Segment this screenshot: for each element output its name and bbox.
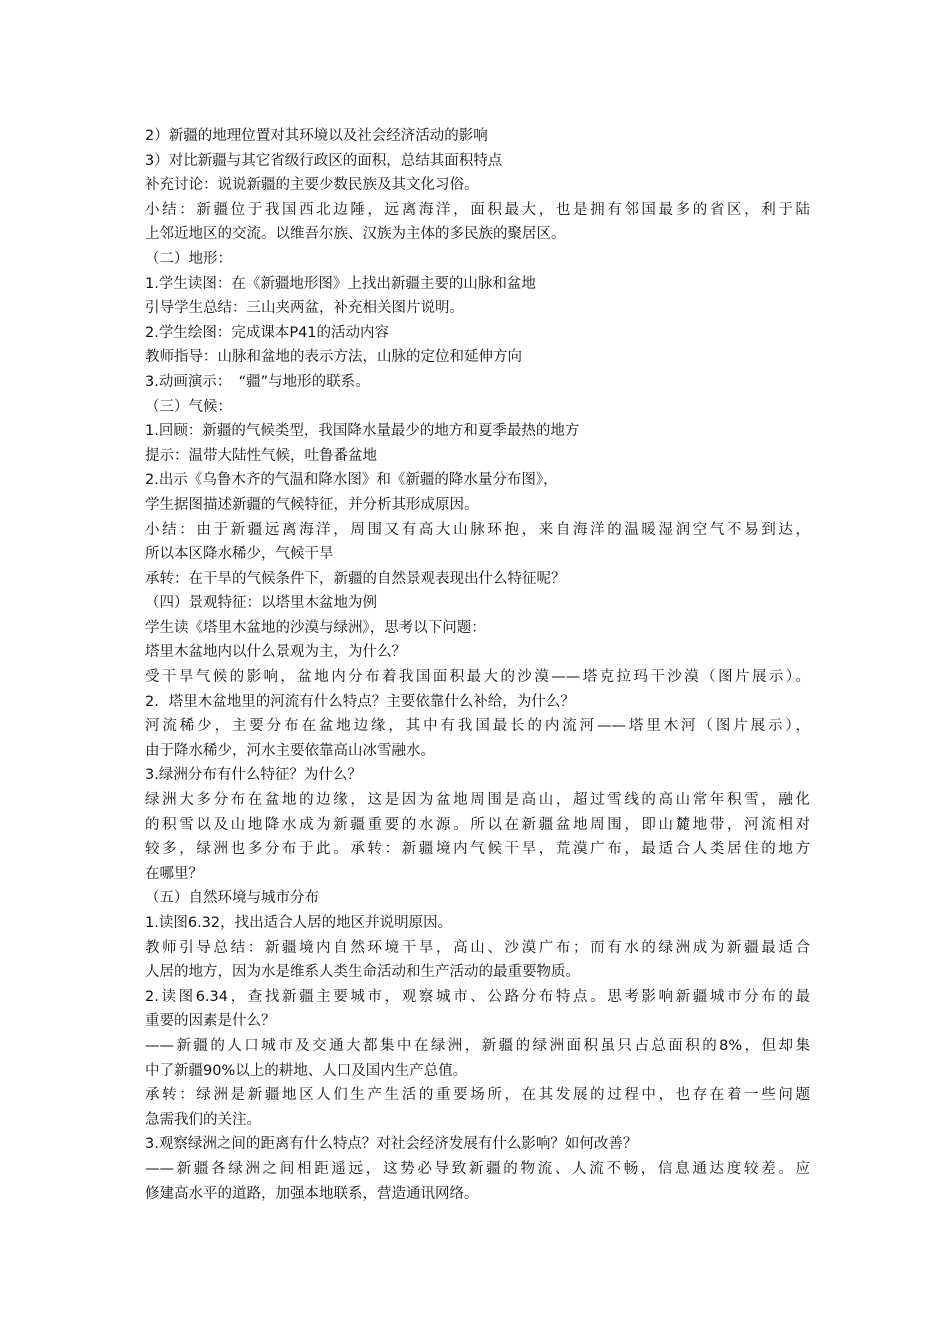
text-line: 补充讨论：说说新疆的主要少数民族及其文化习俗。 — [145, 177, 479, 194]
text-line: 小结：新疆位于我国西北边陲，远离海洋，面积最大，也是拥有邻国最多的省区，利于陆 — [145, 201, 810, 218]
text-line: 的积雪以及山地降水成为新疆重要的水源。所以在新疆盆地周围，即山麓地带，河流相对 — [145, 816, 810, 833]
text-line: （四）景观特征：以塔里木盆地为例 — [145, 595, 377, 612]
text-line: 绿洲大多分布在盆地的边缘，这是因为盆地周围是高山，超过雪线的高山常年积雪，融化 — [145, 792, 810, 809]
text-line: 3.观察绿洲之间的距离有什么特点？对社会经济发展有什么影响？如何改善？ — [145, 1136, 638, 1153]
document-body — [145, 124, 810, 1206]
text-line: 2．塔里木盆地里的河流有什么特点？主要依靠什么补给，为什么？ — [145, 693, 575, 710]
text-line: 河流稀少，主要分布在盆地边缘，其中有我国最长的内流河——塔里木河（图片展示）， — [145, 718, 810, 735]
text-line: 承转：在干旱的气候条件下，新疆的自然景观表现出什么特征呢？ — [145, 570, 566, 587]
text-line: 小结：由于新疆远离海洋，周围又有高大山脉环抱，来自海洋的温暖湿润空气不易到达， — [145, 521, 810, 538]
text-line: （三）气候： — [145, 398, 232, 415]
text-line: 2.出示《乌鲁木齐的气温和降水图》和《新疆的降水量分布图》， — [145, 472, 558, 489]
text-line: 上邻近地区的交流。以维吾尔族、汉族为主体的多民族的聚居区。 — [145, 226, 566, 243]
text-line: 人居的地方，因为水是维系人类生命活动和生产活动的最重要物质。 — [145, 964, 580, 981]
text-line: 较多，绿洲也多分布于此。承转：新疆境内气候干旱，荒漠广布，最适合人类居住的地方 — [145, 841, 810, 858]
text-line: 所以本区降水稀少，气候干旱 — [145, 546, 334, 563]
text-line: 在哪里？ — [145, 865, 203, 882]
text-line: 教师引导总结：新疆境内自然环境干旱，高山、沙漠广布；而有水的绿洲成为新疆最适合 — [145, 939, 810, 956]
text-line: 3.动画演示： “疆”与地形的联系。 — [145, 373, 370, 390]
text-line: 学生据图描述新疆的气候特征，并分析其形成原因。 — [145, 496, 479, 513]
text-line: 学生读《塔里木盆地的沙漠与绿洲》，思考以下问题： — [145, 619, 486, 636]
text-line: （五）自然环境与城市分布 — [145, 890, 319, 907]
text-line: 受干旱气候的影响，盆地内分布着我国面积最大的沙漠——塔克拉玛干沙漠（图片展示）。 — [145, 669, 810, 686]
text-line: 引导学生总结：三山夹两盆，补充相关图片说明。 — [145, 300, 464, 317]
text-line: 2.学生绘图：完成课本P41的活动内容 — [145, 324, 390, 341]
text-line: 3.绿洲分布有什么特征？为什么？ — [145, 767, 362, 784]
text-line: 1.回顾：新疆的气候类型，我国降水量最少的地方和夏季最热的地方 — [145, 423, 580, 440]
text-line: 教师指导：山脉和盆地的表示方法，山脉的定位和延伸方向 — [145, 349, 522, 366]
text-line: 急需我们的关注。 — [145, 1111, 261, 1128]
text-line: ——新疆各绿洲之间相距遥远，这势必导致新疆的物流、人流不畅，信息通达度较差。应 — [145, 1160, 810, 1177]
text-line: 1.学生读图：在《新疆地形图》上找出新疆主要的山脉和盆地 — [145, 275, 536, 292]
text-line: 由于降水稀少，河水主要依靠高山冰雪融水。 — [145, 742, 435, 759]
text-line: 提示：温带大陆性气候，吐鲁番盆地 — [145, 447, 377, 464]
text-line: ——新疆的人口城市及交通大都集中在绿洲，新疆的绿洲面积虽只占总面积的8%，但却集 — [145, 1037, 810, 1054]
text-line: 塔里木盆地内以什么景观为主，为什么？ — [145, 644, 406, 661]
text-line: 2.读图6.34，查找新疆主要城市，观察城市、公路分布特点。思考影响新疆城市分布的最 — [145, 988, 810, 1005]
text-line: 1.读图6.32，找出适合人居的地区并说明原因。 — [145, 915, 453, 931]
text-line: 3）对比新疆与其它省级行政区的面积，总结其面积特点 — [145, 152, 503, 169]
text-line: 承转：绿洲是新疆地区人们生产生活的重要场所，在其发展的过程中，也存在着一些问题 — [145, 1087, 810, 1104]
text-line: 中了新疆90%以上的耕地、人口及国内生产总值。 — [145, 1062, 468, 1079]
text-line: 修建高水平的道路，加强本地联系，营造通讯网络。 — [145, 1185, 479, 1202]
text-line: 重要的因素是什么？ — [145, 1013, 276, 1030]
text-line: （二）地形： — [145, 250, 232, 267]
text-line: 2）新疆的地理位置对其环境以及社会经济活动的影响 — [145, 128, 488, 144]
